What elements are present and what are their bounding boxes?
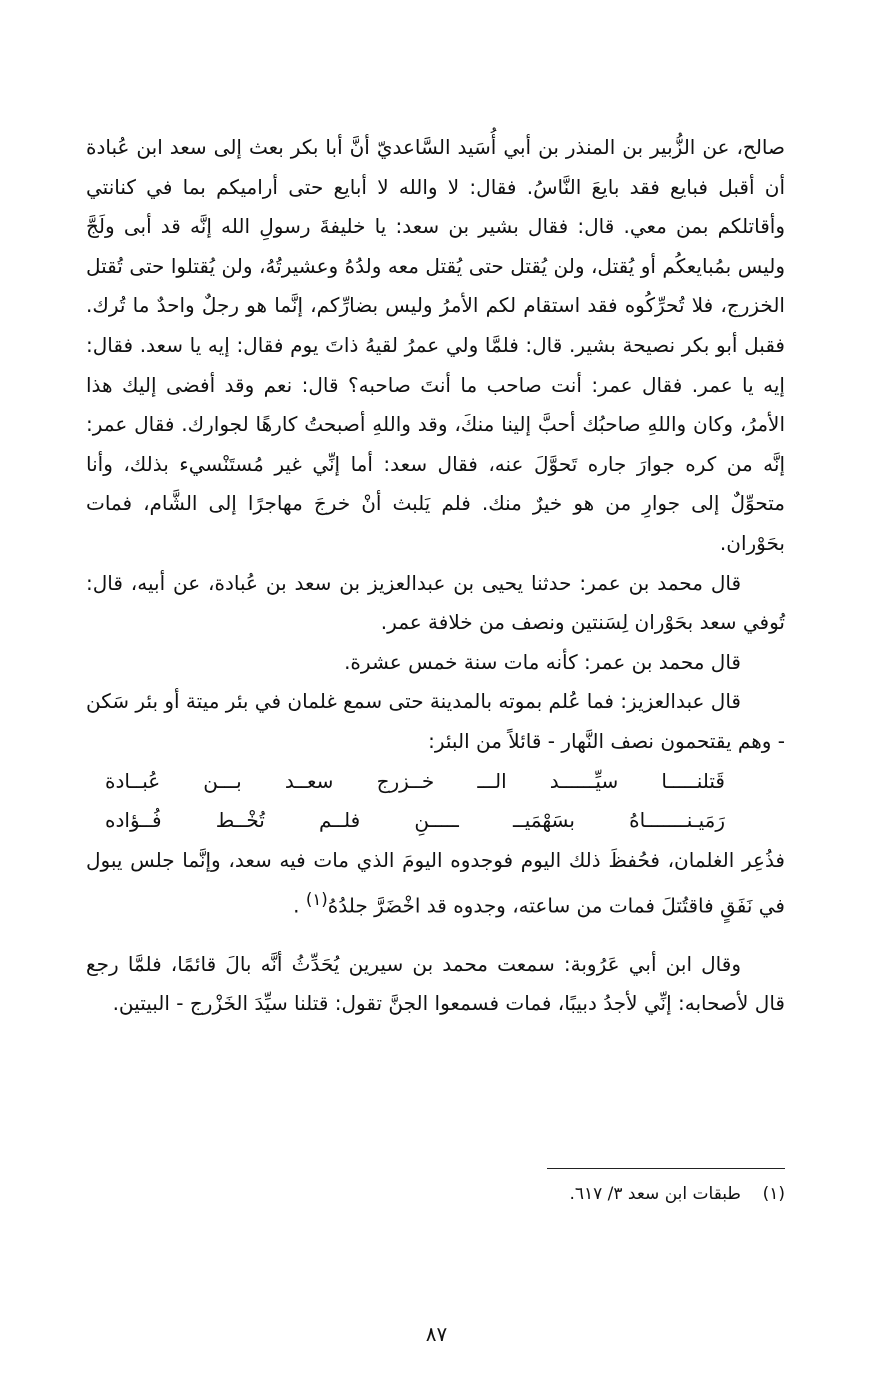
main-text xyxy=(86,128,785,1024)
verse-line-1: قَتلنـــــا سيِّــــــد الـــ خــزرج سعــد بـــن عُبــادة xyxy=(105,768,725,793)
verse-line-2: رَمَيـنـــــــاهُ بسَهْمَيــ ـــــنِ فلــم تُخْــط فُــؤاده xyxy=(105,808,725,833)
paragraph-5-text: فذُعِر الغلمان، فحُفظَ ذلك اليوم فوجدوه اليومَ الذي مات فيه سعد، وإنَّما جلس يبول في نَفَقٍ فاقتُتلَ فمات من ساعته، وجدوه قد اخْضَرَّ جلدُهُ xyxy=(86,847,785,918)
paragraph-6: وقال ابن أبي عَرُوبة: سمعت محمد بن سيرين يُحَدِّثُ أنَّه بالَ قائمًا، فلمَّا رجع قال لأصحابه: إنِّي لأجدُ دبيبًا، فمات فسمعوا الجنَّ تقول: قتلنا سيِّدَ الخَزْرج - البيتين. xyxy=(86,951,785,1016)
page-number: ٨٧ xyxy=(425,1322,448,1346)
paragraph-3: قال محمد بن عمر: كأنه مات سنة خمس عشرة. xyxy=(344,649,741,674)
paragraph-gap xyxy=(86,927,785,945)
paragraph-2: قال محمد بن عمر: حدثنا يحيى بن عبدالعزيز بن سعد بن عُبادة، عن أبيه، قال: تُوفي سعد بحَوْران لِسَنتين ونصف من خلافة عمر. xyxy=(86,570,785,635)
paragraph-5 xyxy=(86,841,785,927)
footnote-text: طبقات ابن سعد ٣/ ٦١٧. xyxy=(569,1184,741,1204)
poem-verses xyxy=(105,762,785,841)
paragraph-4: قال عبدالعزيز: فما عُلم بموته بالمدينة حتى سمع غلمان في بئر ميتة أو بئر سَكن - وهم يقتحمون نصف النَّهار - قائلاً من البئر: xyxy=(85,689,785,753)
paragraph-1: صالح، عن الزُّبير بن المنذر بن أبي أُسَيد السَّاعديّ أنَّ أبا بكر بعث إلى سعد ابن عُبادة أن أقبل فبايع فقد بايعَ النَّاسُ. فقال: لا والله لا أبايع حتى أراميكم بما في كنانتي وأقاتلكم بمن معي. قال: فقال بشير بن سعد: يا خليفةَ رسولِ الله إنَّه قد أبى ولَجَّ وليس بمُبايعكُم أو يُقتل، ولن يُقتل حتى يُقتل معه ولدُهُ وعشيرتُهُ، ولن يُقتلوا حتى تُقتل الخزرج، فلا تُحرِّكُوه فقد استقام لكم الأمرُ وليس بضارِّكم، إنَّما هو رجلٌ واحدٌ ما تُرك. فقبل أبو بكر نصيحة بشير. قال: فلمَّا ولي عمرُ لقيهُ ذاتَ يوم فقال: إيه يا سعد. فقال: إيه يا عمر. فقال عمر: أنت صاحب ما أنتَ صاحبه؟ قال: نعم وقد أفضى إليك هذا الأمرُ، وكان واللهِ صاحبُك أحبَّ إلينا منكَ، وقد واللهِ أصبحتُ كارهًا لجوارك. فقال عمر: إنَّه من كره جوارَ جاره تَحوَّلَ عنه، فقال سعد: أما إنِّي غير مُستَنْسيء بذلك، وأنا متحوِّلٌ إلى جوارِ من هو خيرٌ منك. فلم يَلبث أنْ خرجَ مهاجرًا إلى الشَّام، فمات بحَوْران. xyxy=(86,135,785,555)
footnote-reference: (١) xyxy=(305,890,328,910)
footnote xyxy=(569,1180,785,1208)
footnote-marker: (١) xyxy=(762,1184,785,1204)
footnote-divider xyxy=(547,1168,785,1169)
paragraph-5-period: . xyxy=(293,893,300,918)
